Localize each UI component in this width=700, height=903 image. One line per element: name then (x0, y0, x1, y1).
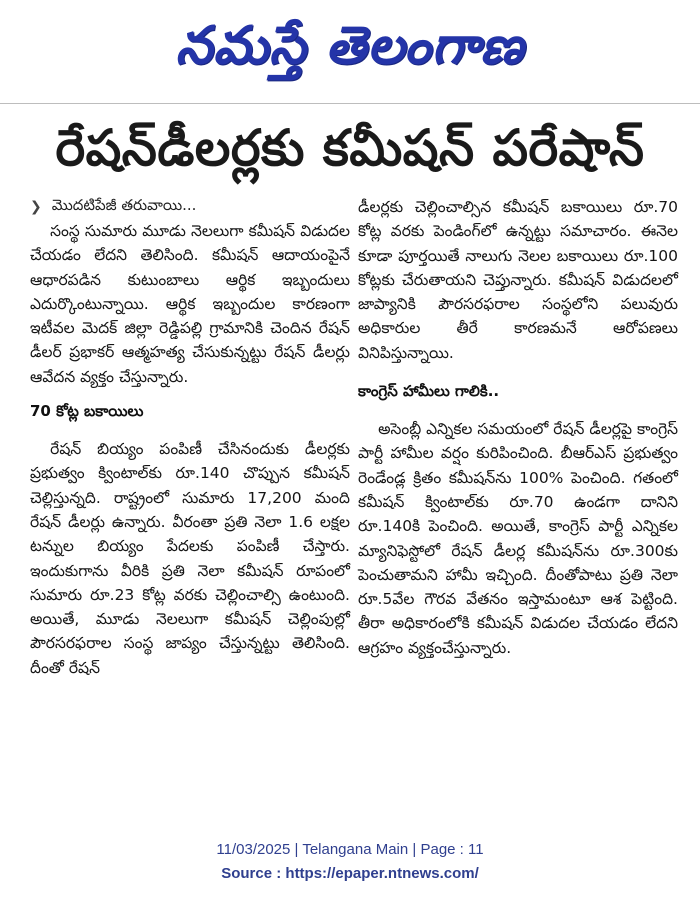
masthead-divider (0, 103, 700, 104)
source-link[interactable]: Source : https://epaper.ntnews.com/ (221, 865, 479, 882)
paragraph: సంస్థ సుమారు మూడు నెలలుగా కమీషన్ విడుదల చేయడం లేదని తెలిసింది. కమీషన్ ఆదాయంపైనే ఆధారపడిన కుటుంబాలు ఆర్థిక ఇబ్బందులు ఎదుర్కొంటున్నాయి. ఆర్థిక ఇబ్బందుల కారణంగా ఇటీవల మెదక్ జిల్లా రెడ్డిపల్లి గ్రామానికి చెందిన రేషన్ డీలర్ ప్రభాకర్ ఆత్మహత్య చేసుకున్నట్టు రేషన్ డీలర్లు ఆవేదన వ్యక్తం చేస్తున్నారు. (30, 222, 350, 386)
masthead (0, 0, 700, 100)
article-column-left (30, 195, 350, 680)
paragraph: డీలర్లకు చెల్లించాల్సిన కమీషన్ బకాయిలు రూ.70 కోట్ల వరకు పెండింగ్‌లో ఉన్నట్టు సమాచారం. ఈనెల కూడా పూర్తయితే నాలుగు నెలల బకాయిలు రూ.100 కోట్లకు చేరుతాయని చెప్తున్నారు. కమీషన్ విడుదలలో జాప్యానికి పౌరసరఫరాల సంస్థలోని పలువురు అధికారుల తీరే కారణమనే ఆరోపణలు వినిపిస్తున్నాయి. (358, 198, 678, 362)
edition-info: 11/03/2025 | Telangana Main | Page : 11 (216, 841, 484, 858)
paragraph: అసెంబ్లీ ఎన్నికల సమయంలో రేషన్ డీలర్లపై కాంగ్రెస్ పార్టీ హామీల వర్షం కురిపించింది. బీఆర్ఎస్ ప్రభుత్వం రెండేండ్ల క్రితం కమీషన్‌ను 100% పెంచింది. గతంలో కమీషన్ క్వింటాల్‌కు రూ.70 ఉండగా దానిని రూ.140కి పెంచింది. అయితే, కాంగ్రెస్ పార్టీ ఎన్నికల మ్యానిఫెస్టోలో రేషన్ డీలర్ల కమీషన్‌ను రూ.300కు పెంచుతామని హామీ ఇచ్చింది. దీంతోపాటు ప్రతి నెలా రూ.5వేల గౌరవ వేతనం ఇస్తామంటూ ఆశ పెట్టింది. తీరా అధికారంలోకి కమీషన్ విడుదల చేయడం లేదని ఆగ్రహం వ్యక్తంచేస్తున్నారు. (358, 420, 678, 657)
chevron-right-icon: ❯ (30, 199, 42, 215)
page-footer (0, 838, 700, 886)
article-column-right (358, 195, 678, 660)
subheading: 70 కోట్ల బకాయిలు (30, 402, 144, 421)
continuation-label: మొదటిపేజీ తరువాయి... (51, 196, 197, 214)
subheading: కాంగ్రెస్ హామీలు గాలికి.. (358, 382, 500, 401)
paragraph: రేషన్ బియ్యం పంపిణీ చేసినందుకు డీలర్లకు ప్రభుత్వం క్వింటాల్‌కు రూ.140 చొప్పున కమీషన్ చెల్లిస్తున్నది. రాష్ట్రంలో సుమారు 17,200 మంది రేషన్ డీలర్లు ఉన్నారు. వీరంతా ప్రతి నెలా 1.6 లక్షల టన్నుల బియ్యం పేదలకు పంపిణీ చేస్తారు. ఇందుకుగాను వీరికి ప్రతి నెలా కమీషన్ రూపంలో సుమారు రూ.23 కోట్ల వరకు చెల్లించాల్సి ఉంటుంది. అయితే, మూడు నెలలుగా కమీషన్ చెల్లింపుల్లో పౌరసరఫరాల సంస్థ జాప్యం చేస్తున్నట్టు తెలిసింది. దీంతో రేషన్ (30, 440, 350, 677)
article-headline: రేషన్‌డీలర్లకు కమీషన్ పరేషాన్ (55, 119, 645, 177)
newspaper-logo: నమస్తే తెలంగాణ (175, 16, 525, 76)
continuation-marker (30, 195, 350, 219)
